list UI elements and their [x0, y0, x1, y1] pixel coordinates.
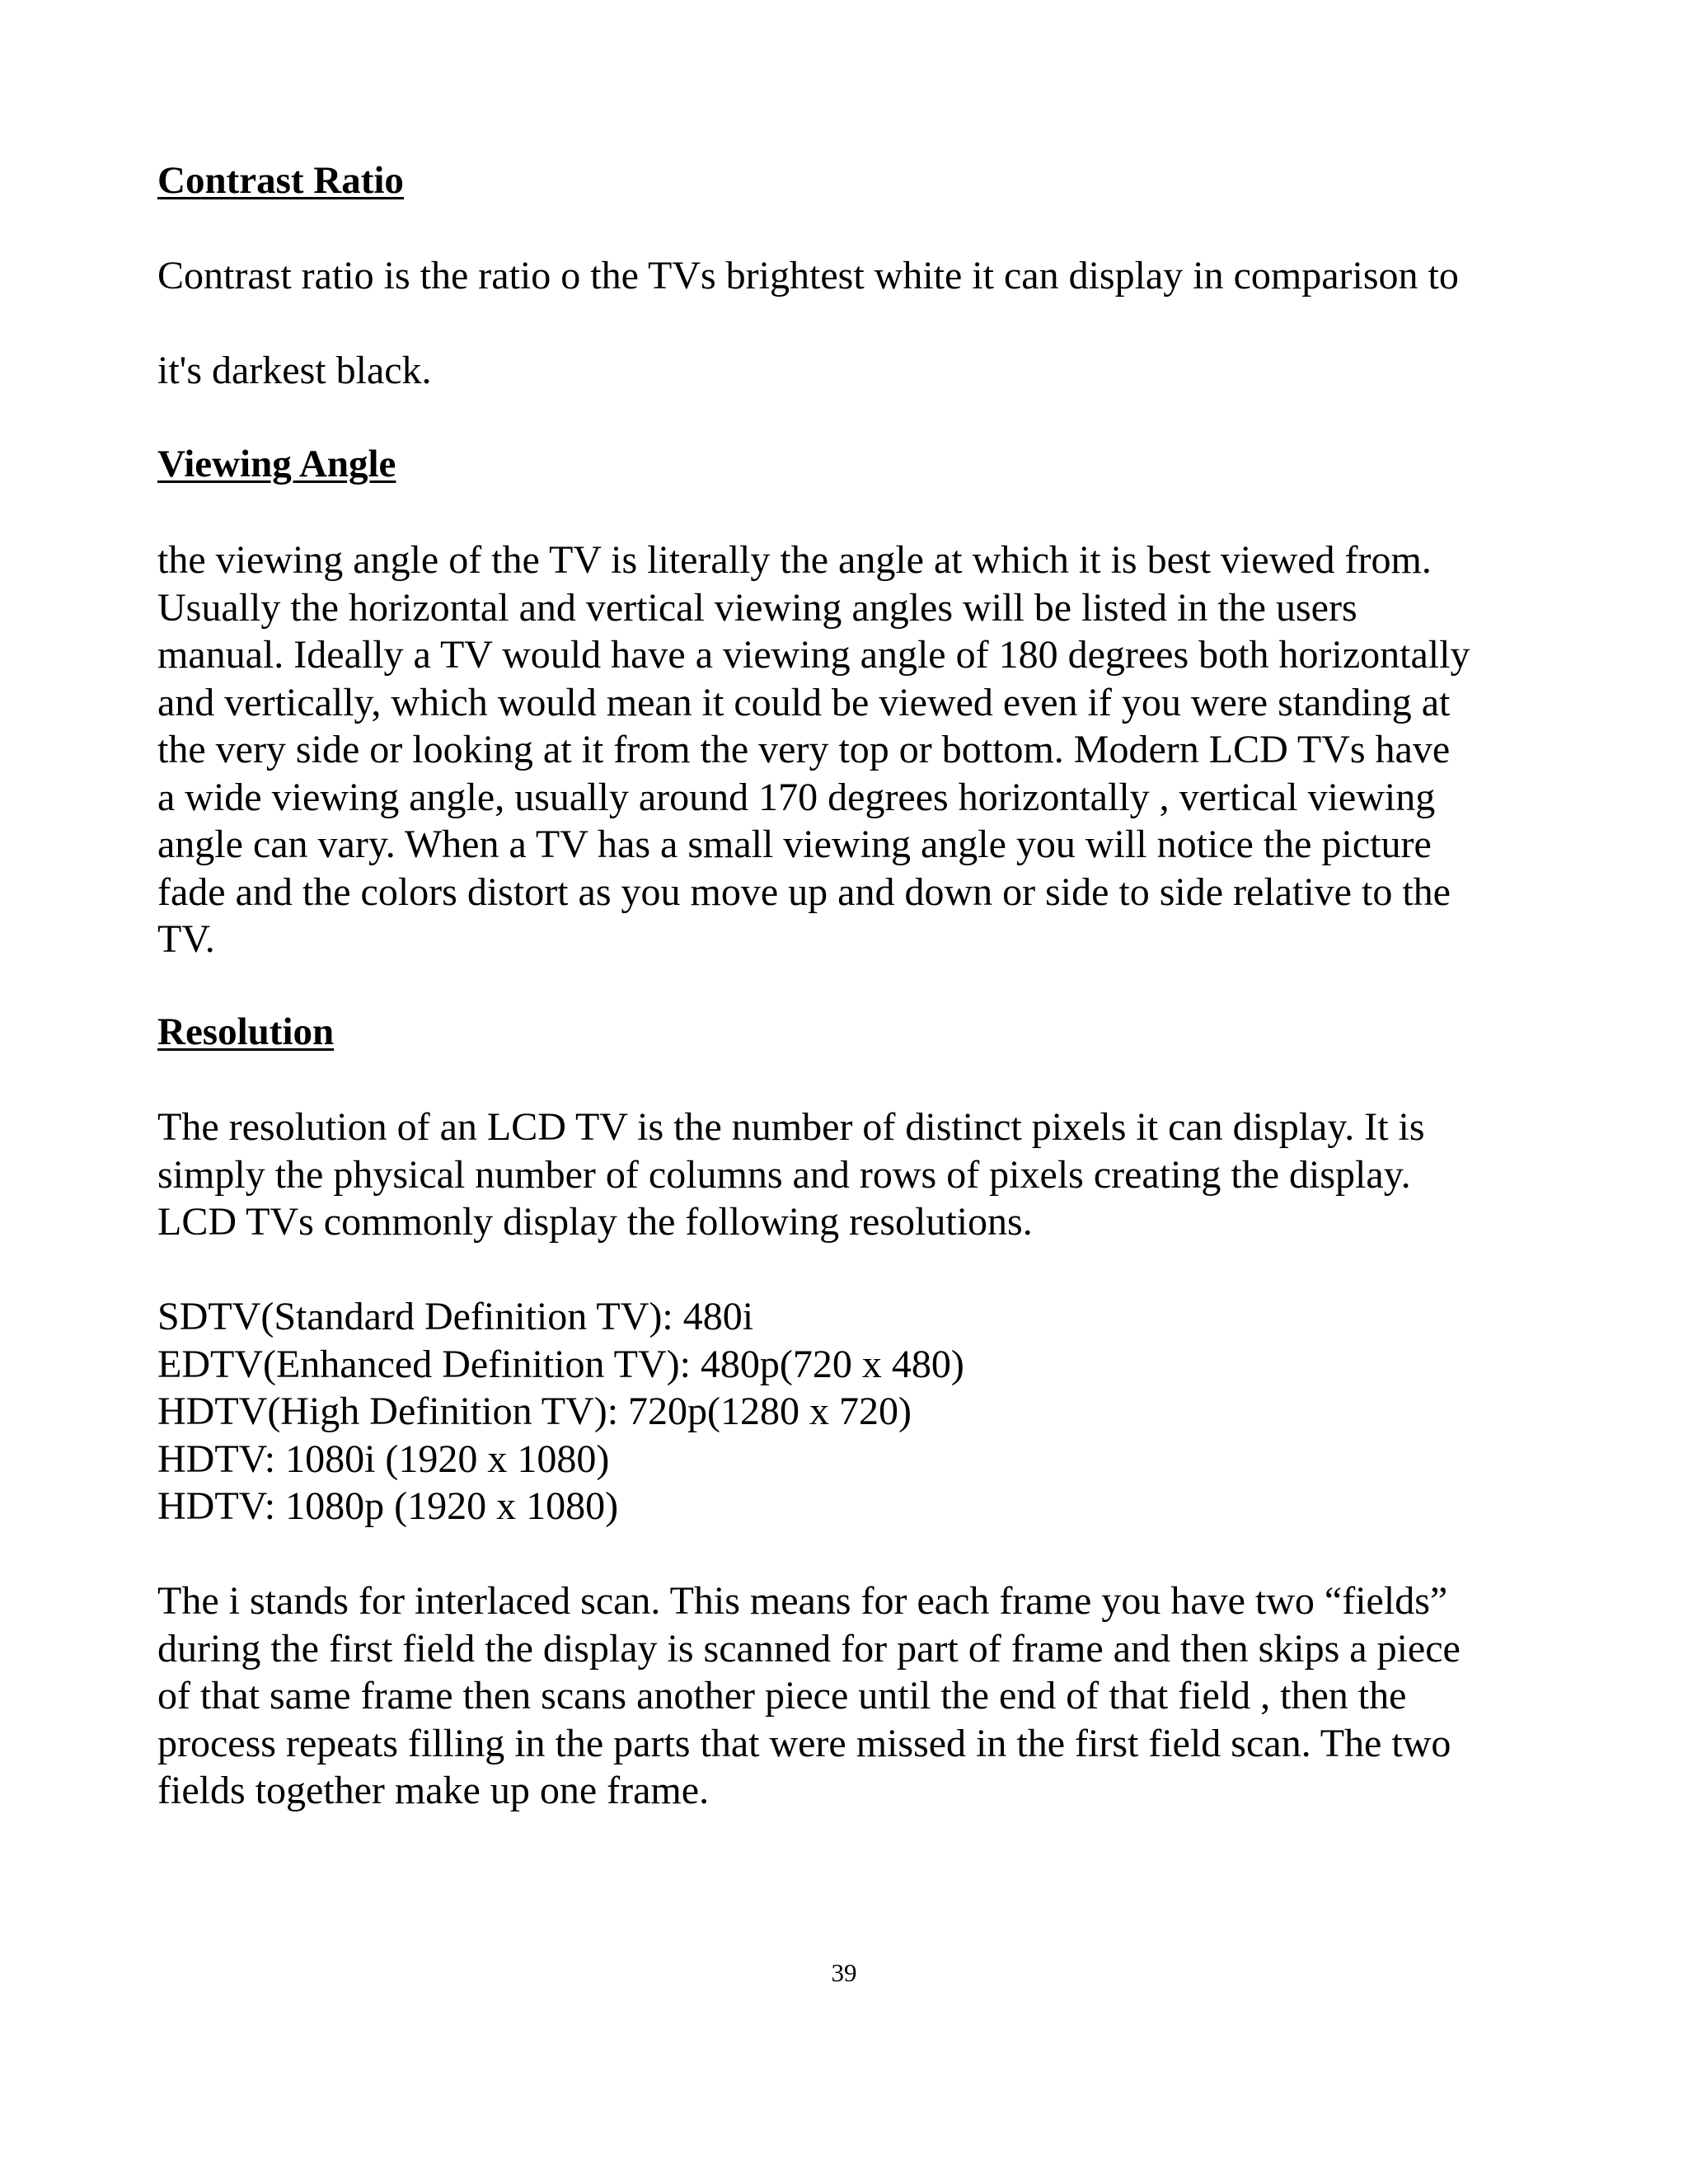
viewing-angle-paragraph	[157, 537, 1542, 963]
resolution-list-item: EDTV(Enhanced Definition TV): 480p(720 x 480)	[157, 1342, 964, 1386]
resolution-heading: Resolution	[157, 1010, 335, 1053]
viewing-angle-line: angle can vary. When a TV has a small viewing angle you will notice the picture	[157, 823, 1432, 866]
viewing-angle-heading: Viewing Angle	[157, 443, 396, 485]
resolution-list-item: HDTV: 1080i (1920 x 1080)	[157, 1436, 610, 1481]
viewing-angle-line: and vertically, which would mean it could be viewed even if you were standing at	[157, 680, 1451, 724]
viewing-angle-line: Usually the horizontal and vertical viewing angles will be listed in the users	[157, 585, 1357, 630]
viewing-angle-line: the very side or looking at it from the very top or bottom. Modern LCD TVs have	[157, 728, 1451, 771]
viewing-angle-line: TV.	[157, 917, 215, 961]
resolution-list-item: HDTV: 1080p (1920 x 1080)	[157, 1484, 619, 1528]
interlaced-scan-line: The i stands for interlaced scan. This means for each frame you have two “fields”	[157, 1579, 1448, 1623]
viewing-angle-line: manual. Ideally a TV would have a viewing angle of 180 degrees both horizontally	[157, 633, 1470, 677]
page-number: 39	[831, 1958, 857, 1987]
resolution-intro-line: simply the physical number of columns and rows of pixels creating the display.	[157, 1152, 1411, 1197]
interlaced-scan-line: during the first field the display is scanned for part of frame and then skips a piece	[157, 1626, 1461, 1671]
viewing-angle-line: a wide viewing angle, usually around 170 degrees horizontally , vertical viewing	[157, 775, 1436, 819]
contrast-ratio-line-1: Contrast ratio is the ratio o the TVs brightest white it can display in comparison to	[157, 254, 1459, 298]
viewing-angle-line: the viewing angle of the TV is literally the angle at which it is best viewed from.	[157, 538, 1432, 582]
resolution-intro-line: LCD TVs commonly display the following resolutions.	[157, 1200, 1033, 1244]
interlaced-scan-paragraph	[157, 1577, 1542, 1815]
contrast-ratio-heading: Contrast Ratio	[157, 159, 404, 202]
interlaced-scan-line: of that same frame then scans another piece until the end of that field , then the	[157, 1674, 1407, 1718]
resolution-intro-line: The resolution of an LCD TV is the number of distinct pixels it can display. It is	[157, 1105, 1425, 1149]
resolution-list-item: SDTV(Standard Definition TV): 480i	[157, 1295, 754, 1338]
interlaced-scan-line: process repeats filling in the parts that were missed in the first field scan. The two	[157, 1721, 1451, 1765]
resolution-list-item: HDTV(High Definition TV): 720p(1280 x 720)	[157, 1390, 912, 1433]
resolution-intro-paragraph	[157, 1104, 1542, 1246]
contrast-ratio-line-2: it's darkest black.	[157, 349, 432, 392]
viewing-angle-line: fade and the colors distort as you move up and down or side to side relative to the	[157, 869, 1451, 914]
interlaced-scan-line: fields together make up one frame.	[157, 1769, 710, 1812]
resolution-list	[157, 1293, 1542, 1530]
